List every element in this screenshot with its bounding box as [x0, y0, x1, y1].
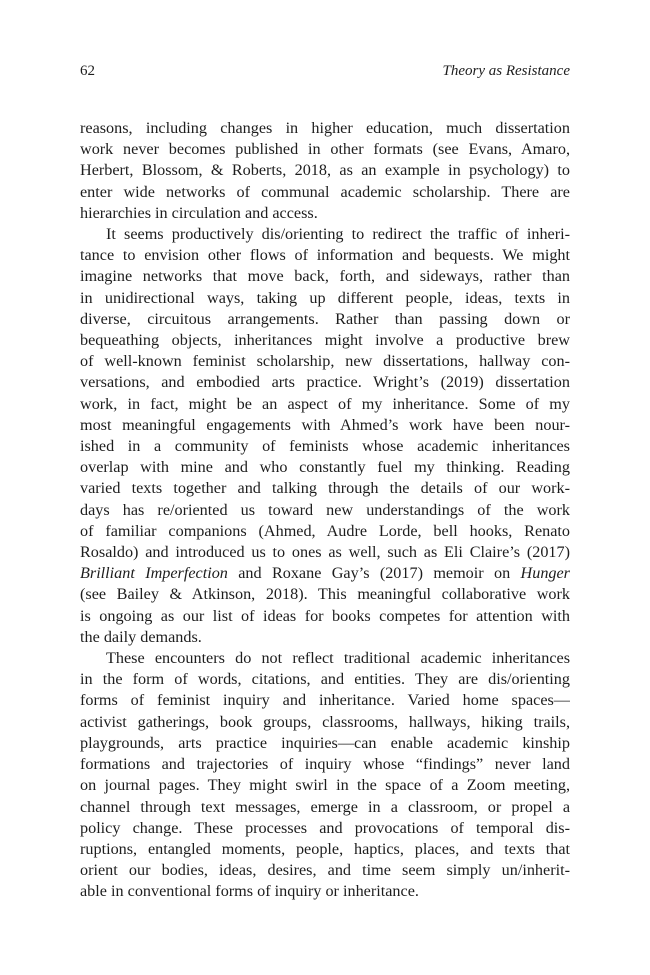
text-line: ished in a community of feminists whose academic inheritances	[80, 437, 570, 456]
text-line: (see Bailey & Atkinson, 2018). This meaningful collaborative work	[80, 585, 570, 604]
text-line: It seems productively dis/orienting to redirect the traffic of inheri-	[106, 225, 570, 244]
text-line: overlap with mine and who constantly fuel my thinking. Reading	[80, 458, 570, 477]
text-line: hierarchies in circulation and access.	[80, 203, 318, 222]
text-line: on journal pages. They might swirl in the space of a Zoom meeting,	[80, 776, 570, 795]
text-line: work never becomes published in other formats (see Evans, Amaro,	[80, 140, 570, 159]
text-line: is ongoing as our list of ideas for books competes for attention with	[80, 606, 570, 625]
italic-title: Brilliant Imperfection	[80, 564, 228, 583]
body-text	[80, 118, 570, 903]
text-line: in unidirectional ways, taking up different people, ideas, texts in	[80, 288, 570, 307]
running-title: Theory as Resistance	[442, 63, 570, 79]
text-line: orient our bodies, ideas, desires, and time seem simply un/inherit-	[80, 861, 570, 880]
text-line: policy change. These processes and provocations of temporal dis-	[80, 818, 570, 837]
text-line: in the form of words, citations, and entities. They are dis/orienting	[80, 670, 570, 689]
text-line: of familiar companions (Ahmed, Audre Lorde, bell hooks, Renato	[80, 521, 570, 540]
text-line: Herbert, Blossom, & Roberts, 2018, as an example in psychology) to	[80, 161, 570, 180]
book-page	[80, 60, 570, 903]
paragraph	[80, 118, 570, 224]
text-line: enter wide networks of communal academic scholarship. There are	[80, 182, 570, 201]
text-line: formations and trajectories of inquiry whose “findings” never land	[80, 755, 570, 774]
text-line: Rosaldo) and introduced us to ones as well, such as Eli Claire’s (2017)	[80, 543, 570, 562]
text-line: diverse, circuitous arrangements. Rather than passing down or	[80, 309, 570, 328]
text-line: most meaningful engagements with Ahmed’s work have been nour-	[80, 415, 570, 434]
text-line: versations, and embodied arts practice. Wright’s (2019) dissertation	[80, 373, 570, 392]
text-line: varied texts together and talking through the details of our work-	[80, 479, 570, 498]
text-line: playgrounds, arts practice inquiries—can enable academic kinship	[80, 733, 570, 752]
text-line: work, in fact, might be an aspect of my inheritance. Some of my	[80, 394, 570, 413]
text-line: of well-known feminist scholarship, new dissertations, hallway con-	[80, 352, 570, 371]
text-line: These encounters do not reflect traditional academic inheritances	[106, 649, 570, 668]
text-line: reasons, including changes in higher education, much dissertation	[80, 119, 570, 137]
page-number: 62	[80, 63, 95, 79]
text-line: channel through text messages, emerge in a classroom, or propel a	[80, 797, 570, 816]
text-line: ruptions, entangled moments, people, haptics, places, and texts that	[80, 839, 570, 858]
text-line: able in conventional forms of inquiry or inheritance.	[80, 882, 419, 901]
text-line: the daily demands.	[80, 627, 202, 646]
text-line: imagine networks that move back, forth, and sideways, rather than	[80, 267, 570, 286]
running-head	[80, 60, 570, 82]
text-line: Brilliant Imperfection and Roxane Gay’s (2017) memoir on Hunger	[80, 564, 570, 583]
text-line: tance to envision other flows of information and bequests. We might	[80, 246, 570, 265]
paragraph	[80, 648, 570, 902]
paragraph	[80, 224, 570, 648]
italic-title: Hunger	[520, 564, 570, 583]
text-line: days has re/oriented us toward new understandings of the work	[80, 500, 570, 519]
text-line: activist gatherings, book groups, classrooms, hallways, hiking trails,	[80, 712, 570, 731]
text-line: forms of feminist inquiry and inheritance. Varied home spaces—	[80, 691, 570, 710]
text-line: bequeathing objects, inheritances might involve a productive brew	[80, 331, 570, 350]
